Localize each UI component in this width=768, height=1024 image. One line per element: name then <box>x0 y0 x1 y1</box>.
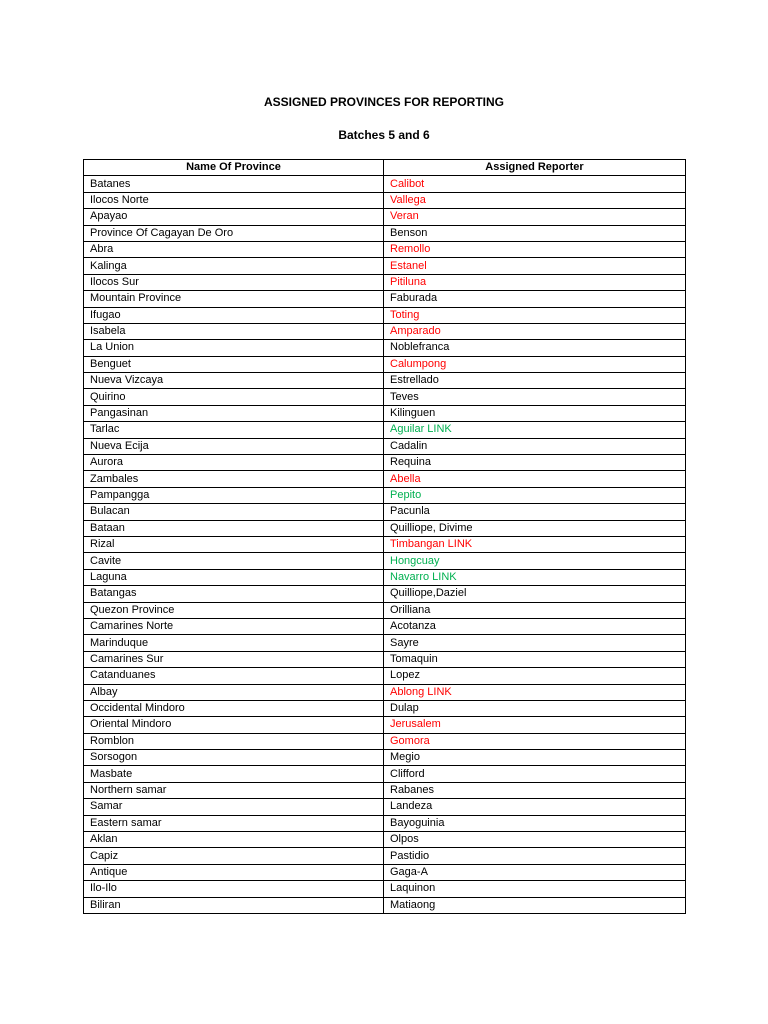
province-cell: Kalinga <box>84 258 384 274</box>
table-row <box>84 602 686 618</box>
province-cell: Tarlac <box>84 422 384 438</box>
table-row <box>84 307 686 323</box>
reporter-cell: Navarro LINK <box>384 569 686 585</box>
table-row <box>84 668 686 684</box>
province-cell: Ilocos Sur <box>84 274 384 290</box>
table-row <box>84 504 686 520</box>
table-header-row <box>84 160 686 176</box>
reporter-cell: Orilliana <box>384 602 686 618</box>
table-row <box>84 241 686 257</box>
province-cell: Rizal <box>84 536 384 552</box>
reporter-cell: Requina <box>384 455 686 471</box>
reporter-cell: Hongcuay <box>384 553 686 569</box>
reporter-cell: Jerusalem <box>384 717 686 733</box>
province-cell: Benguet <box>84 356 384 372</box>
table-row <box>84 225 686 241</box>
province-cell: Quezon Province <box>84 602 384 618</box>
province-cell: Camarines Norte <box>84 618 384 634</box>
table-row <box>84 340 686 356</box>
province-cell: Pampangga <box>84 487 384 503</box>
table-row <box>84 864 686 880</box>
reporter-cell: Timbangan LINK <box>384 536 686 552</box>
table-row <box>84 291 686 307</box>
document-title: ASSIGNED PROVINCES FOR REPORTING <box>263 95 505 109</box>
reporter-cell: Clifford <box>384 766 686 782</box>
table-row <box>84 750 686 766</box>
table-row <box>84 782 686 798</box>
reporter-cell: Abella <box>384 471 686 487</box>
reporter-cell: Pepito <box>384 487 686 503</box>
table-row <box>84 438 686 454</box>
table-row <box>84 258 686 274</box>
table-row <box>84 553 686 569</box>
reporter-cell: Toting <box>384 307 686 323</box>
province-cell: Laguna <box>84 569 384 585</box>
table-row <box>84 684 686 700</box>
reporter-cell: Gaga-A <box>384 864 686 880</box>
reporter-cell: Teves <box>384 389 686 405</box>
reporter-cell: Aguilar LINK <box>384 422 686 438</box>
table-row <box>84 389 686 405</box>
province-cell: Northern samar <box>84 782 384 798</box>
table-row <box>84 373 686 389</box>
table-row <box>84 635 686 651</box>
province-cell: Mountain Province <box>84 291 384 307</box>
reporter-cell: Vallega <box>384 192 686 208</box>
table-row <box>84 192 686 208</box>
table-row <box>84 569 686 585</box>
province-cell: Masbate <box>84 766 384 782</box>
reporter-cell: Cadalin <box>384 438 686 454</box>
reporter-cell: Noblefranca <box>384 340 686 356</box>
province-cell: Isabela <box>84 323 384 339</box>
province-cell: Quirino <box>84 389 384 405</box>
province-cell: Samar <box>84 799 384 815</box>
province-cell: Catanduanes <box>84 668 384 684</box>
table-row <box>84 618 686 634</box>
province-cell: Marinduque <box>84 635 384 651</box>
table-row <box>84 766 686 782</box>
reporter-cell: Pastidio <box>384 848 686 864</box>
reporter-cell: Rabanes <box>384 782 686 798</box>
province-cell: Capiz <box>84 848 384 864</box>
reporter-cell: Laquinon <box>384 881 686 897</box>
table-row <box>84 323 686 339</box>
reporter-cell: Dulap <box>384 700 686 716</box>
reporter-cell: Tomaquin <box>384 651 686 667</box>
province-cell: Zambales <box>84 471 384 487</box>
reporter-cell: Matiaong <box>384 897 686 913</box>
table-body <box>84 176 686 914</box>
table-row <box>84 881 686 897</box>
reporter-cell: Calibot <box>384 176 686 192</box>
reporter-cell: Landeza <box>384 799 686 815</box>
province-cell: Apayao <box>84 209 384 225</box>
table-row <box>84 848 686 864</box>
province-cell: Occidental Mindoro <box>84 700 384 716</box>
reporter-cell: Lopez <box>384 668 686 684</box>
table-row <box>84 651 686 667</box>
table-row <box>84 471 686 487</box>
province-cell: Aurora <box>84 455 384 471</box>
province-cell: Nueva Vizcaya <box>84 373 384 389</box>
province-cell: Ifugao <box>84 307 384 323</box>
province-cell: Ilocos Norte <box>84 192 384 208</box>
reporter-cell: Sayre <box>384 635 686 651</box>
province-cell: Eastern samar <box>84 815 384 831</box>
province-cell: Batanes <box>84 176 384 192</box>
province-cell: La Union <box>84 340 384 356</box>
table-row <box>84 356 686 372</box>
province-cell: Biliran <box>84 897 384 913</box>
table-row <box>84 700 686 716</box>
table-row <box>84 176 686 192</box>
table-row <box>84 897 686 913</box>
reporter-cell: Acotanza <box>384 618 686 634</box>
column-header-province: Name Of Province <box>84 160 384 176</box>
province-cell: Sorsogon <box>84 750 384 766</box>
table-row <box>84 733 686 749</box>
table-row <box>84 536 686 552</box>
table-row <box>84 586 686 602</box>
province-cell: Batangas <box>84 586 384 602</box>
reporter-cell: Quilliope, Divime <box>384 520 686 536</box>
province-cell: Albay <box>84 684 384 700</box>
table-row <box>84 455 686 471</box>
reporter-cell: Veran <box>384 209 686 225</box>
reporter-cell: Olpos <box>384 832 686 848</box>
province-cell: Cavite <box>84 553 384 569</box>
reporter-cell: Estrellado <box>384 373 686 389</box>
province-cell: Abra <box>84 241 384 257</box>
reporter-cell: Gomora <box>384 733 686 749</box>
reporter-cell: Pacunla <box>384 504 686 520</box>
table-row <box>84 487 686 503</box>
province-cell: Ilo-Ilo <box>84 881 384 897</box>
reporter-cell: Amparado <box>384 323 686 339</box>
column-header-reporter: Assigned Reporter <box>384 160 686 176</box>
reporter-cell: Benson <box>384 225 686 241</box>
reporter-cell: Quilliope,Daziel <box>384 586 686 602</box>
province-cell: Nueva Ecija <box>84 438 384 454</box>
table-row <box>84 815 686 831</box>
province-cell: Antique <box>84 864 384 880</box>
reporter-cell: Pitiluna <box>384 274 686 290</box>
table-row <box>84 717 686 733</box>
reporter-cell: Faburada <box>384 291 686 307</box>
assignment-table <box>83 159 686 914</box>
reporter-cell: Ablong LINK <box>384 684 686 700</box>
province-cell: Aklan <box>84 832 384 848</box>
reporter-cell: Estanel <box>384 258 686 274</box>
table-row <box>84 832 686 848</box>
table-row <box>84 274 686 290</box>
province-cell: Pangasinan <box>84 405 384 421</box>
province-cell: Bulacan <box>84 504 384 520</box>
reporter-cell: Remollo <box>384 241 686 257</box>
reporter-cell: Megio <box>384 750 686 766</box>
province-cell: Camarines Sur <box>84 651 384 667</box>
reporter-cell: Kilinguen <box>384 405 686 421</box>
table-row <box>84 799 686 815</box>
reporter-cell: Calumpong <box>384 356 686 372</box>
document-subtitle: Batches 5 and 6 <box>338 128 430 142</box>
table-row <box>84 405 686 421</box>
table-row <box>84 422 686 438</box>
table-row <box>84 520 686 536</box>
reporter-cell: Bayoguinia <box>384 815 686 831</box>
province-cell: Province Of Cagayan De Oro <box>84 225 384 241</box>
province-cell: Romblon <box>84 733 384 749</box>
province-cell: Bataan <box>84 520 384 536</box>
table-row <box>84 209 686 225</box>
province-cell: Oriental Mindoro <box>84 717 384 733</box>
